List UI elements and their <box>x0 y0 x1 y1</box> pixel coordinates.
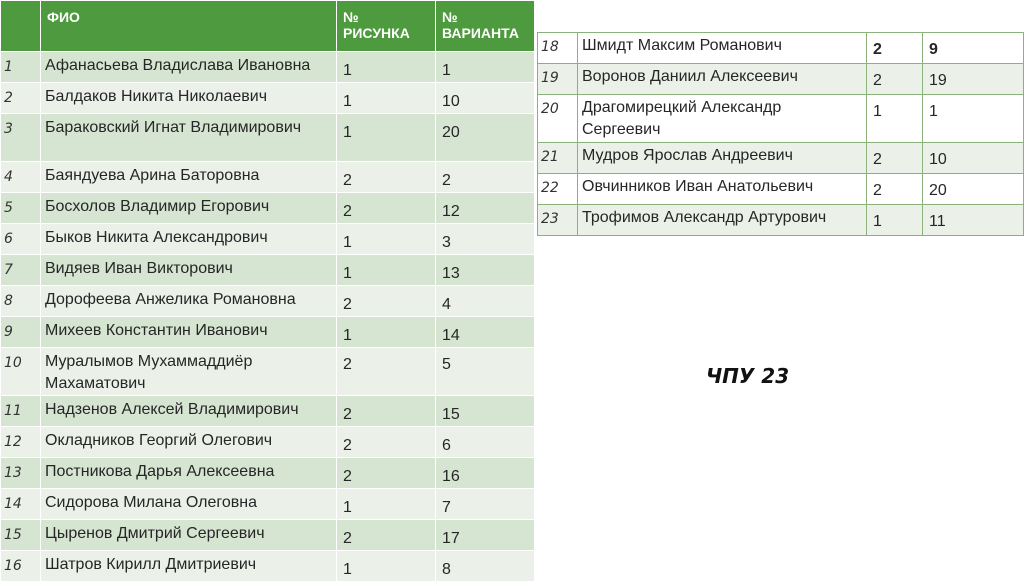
student-name: Надзенов Алексей Владимирович <box>41 396 337 427</box>
figure-number: 1 <box>337 255 436 286</box>
student-name: Окладников Георгий Олегович <box>41 427 337 458</box>
row-number: 1 <box>1 52 41 83</box>
variant-number: 20 <box>436 114 535 162</box>
variant-number: 11 <box>923 205 1024 236</box>
table-row <box>1 52 535 83</box>
figure-number: 1 <box>337 83 436 114</box>
row-number: 20 <box>538 95 578 143</box>
student-name: Бараковский Игнат Владимирович <box>41 114 337 162</box>
student-name: Балдаков Никита Николаевич <box>41 83 337 114</box>
table-row <box>1 114 535 162</box>
students-table-right <box>537 32 1024 236</box>
table-row <box>1 348 535 396</box>
student-name: Сидорова Милана Олеговна <box>41 489 337 520</box>
row-number: 12 <box>1 427 41 458</box>
figure-number: 2 <box>337 396 436 427</box>
variant-number: 12 <box>436 193 535 224</box>
figure-number: 2 <box>337 193 436 224</box>
row-number: 2 <box>1 83 41 114</box>
row-number: 8 <box>1 286 41 317</box>
variant-number: 7 <box>436 489 535 520</box>
row-number: 4 <box>1 162 41 193</box>
student-name: Постникова Дарья Алексеевна <box>41 458 337 489</box>
row-number: 9 <box>1 317 41 348</box>
variant-number: 1 <box>436 52 535 83</box>
group-label: ЧПУ 23 <box>706 364 790 388</box>
table-row <box>1 193 535 224</box>
row-number: 3 <box>1 114 41 162</box>
figure-number: 2 <box>337 458 436 489</box>
row-number: 6 <box>1 224 41 255</box>
table-row <box>1 458 535 489</box>
figure-number: 2 <box>337 520 436 551</box>
table-row <box>538 33 1024 64</box>
student-name: Видяев Иван Викторович <box>41 255 337 286</box>
figure-number: 1 <box>867 205 923 236</box>
figure-number: 2 <box>337 162 436 193</box>
figure-number: 2 <box>867 33 923 64</box>
variant-number: 10 <box>436 83 535 114</box>
header-figure: № РИСУНКА <box>337 1 436 52</box>
header-name: ФИО <box>41 1 337 52</box>
figure-number: 2 <box>867 64 923 95</box>
student-name: Баяндуева Арина Баторовна <box>41 162 337 193</box>
row-number: 19 <box>538 64 578 95</box>
student-name: Михеев Константин Иванович <box>41 317 337 348</box>
figure-number: 2 <box>337 427 436 458</box>
table-row <box>1 224 535 255</box>
table-row <box>1 286 535 317</box>
figure-number: 2 <box>867 174 923 205</box>
row-number: 13 <box>1 458 41 489</box>
table-row <box>1 489 535 520</box>
header-row <box>1 1 535 52</box>
figure-number: 1 <box>337 551 436 582</box>
variant-number: 19 <box>923 64 1024 95</box>
table-row <box>1 162 535 193</box>
variant-number: 4 <box>436 286 535 317</box>
table-row <box>538 143 1024 174</box>
student-name: Овчинников Иван Анатольевич <box>578 174 867 205</box>
student-name: Шмидт Максим Романович <box>578 33 867 64</box>
variant-number: 13 <box>436 255 535 286</box>
variant-number: 3 <box>436 224 535 255</box>
variant-number: 9 <box>923 33 1024 64</box>
variant-number: 6 <box>436 427 535 458</box>
student-name: Дорофеева Анжелика Романовна <box>41 286 337 317</box>
table-row <box>538 64 1024 95</box>
row-number: 7 <box>1 255 41 286</box>
variant-number: 2 <box>436 162 535 193</box>
variant-number: 14 <box>436 317 535 348</box>
table-row <box>1 520 535 551</box>
row-number: 23 <box>538 205 578 236</box>
row-number: 5 <box>1 193 41 224</box>
student-name: Воронов Даниил Алексеевич <box>578 64 867 95</box>
table-row <box>1 255 535 286</box>
table-row <box>1 427 535 458</box>
row-number: 16 <box>1 551 41 582</box>
variant-number: 8 <box>436 551 535 582</box>
table-row <box>1 551 535 582</box>
student-name: Шатров Кирилл Дмитриевич <box>41 551 337 582</box>
figure-number: 2 <box>337 348 436 396</box>
student-name: Драгомирецкий Александр Сергеевич <box>578 95 867 143</box>
figure-number: 2 <box>337 286 436 317</box>
student-name: Мудров Ярослав Андреевич <box>578 143 867 174</box>
figure-number: 1 <box>337 224 436 255</box>
student-name: Цыренов Дмитрий Сергеевич <box>41 520 337 551</box>
student-name: Афанасьева Владислава Ивановна <box>41 52 337 83</box>
figure-number: 1 <box>337 52 436 83</box>
header-num <box>1 1 41 52</box>
student-name: Быков Никита Александрович <box>41 224 337 255</box>
row-number: 14 <box>1 489 41 520</box>
variant-number: 15 <box>436 396 535 427</box>
variant-number: 16 <box>436 458 535 489</box>
student-name: Муралымов Мухаммаддиёр Махаматович <box>41 348 337 396</box>
row-number: 10 <box>1 348 41 396</box>
figure-number: 1 <box>867 95 923 143</box>
variant-number: 10 <box>923 143 1024 174</box>
variant-number: 20 <box>923 174 1024 205</box>
variant-number: 1 <box>923 95 1024 143</box>
row-number: 22 <box>538 174 578 205</box>
table-row <box>1 396 535 427</box>
table-row <box>1 83 535 114</box>
student-name: Босхолов Владимир Егорович <box>41 193 337 224</box>
row-number: 11 <box>1 396 41 427</box>
table-row <box>538 95 1024 143</box>
student-name: Трофимов Александр Артурович <box>578 205 867 236</box>
table-row <box>538 205 1024 236</box>
figure-number: 1 <box>337 114 436 162</box>
row-number: 18 <box>538 33 578 64</box>
row-number: 21 <box>538 143 578 174</box>
table-row <box>538 174 1024 205</box>
variant-number: 17 <box>436 520 535 551</box>
row-number: 15 <box>1 520 41 551</box>
figure-number: 1 <box>337 317 436 348</box>
variant-number: 5 <box>436 348 535 396</box>
figure-number: 2 <box>867 143 923 174</box>
header-variant: № ВАРИАНТА <box>436 1 535 52</box>
table-row <box>1 317 535 348</box>
figure-number: 1 <box>337 489 436 520</box>
